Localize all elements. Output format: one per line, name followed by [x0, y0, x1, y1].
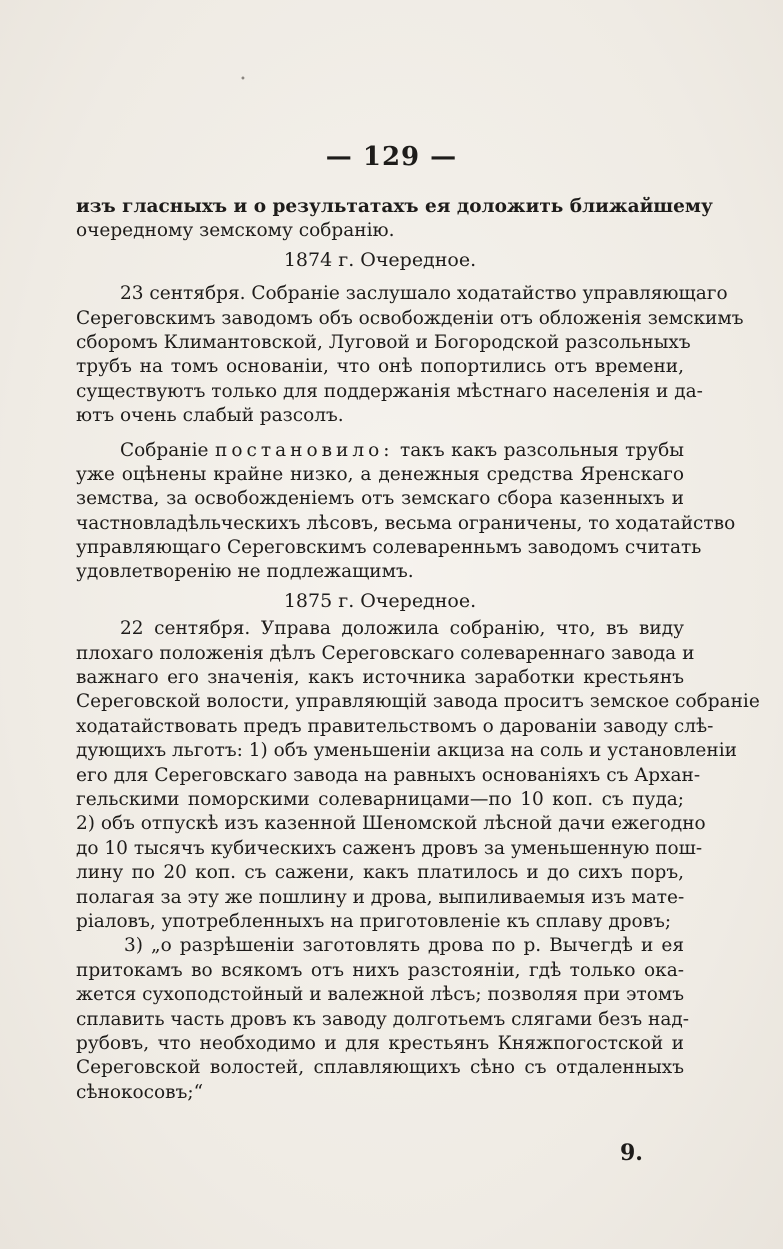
- text-line: удовлетворенію не подлежащимъ.: [76, 561, 414, 583]
- text-line: притокамъ во всякомъ отъ нихъ разстояніи, гдѣ только ока-: [76, 959, 684, 981]
- page-number: — 129 —: [325, 142, 458, 172]
- text-line: плохаго положенія дѣлъ Сереговскаго солевареннаго завода и: [76, 642, 695, 664]
- text-line: земства, за освобожденіемъ отъ земскаго сбора казенныхъ и: [76, 488, 684, 510]
- text-line: сѣнокосовъ;“: [76, 1081, 204, 1103]
- text-line: управляющаго Сереговскимъ солеваренньмъ заводомъ считать: [76, 537, 702, 559]
- text-line: полагая за эту же пошлину и дрова, выпиливаемыя изъ мате-: [76, 886, 685, 908]
- text-line: 2) объ отпускѣ изъ казенной Шеномской лѣсной дачи ежегодно: [76, 813, 706, 835]
- text-line: очередному земскому собранію.: [76, 220, 395, 242]
- resolution-label: Собраніе: [120, 439, 209, 461]
- text-line: гельскими поморскими солеварницами—по 10 коп. съ пуда;: [76, 788, 684, 810]
- text-line: изъ гласныхъ и о результатахъ ея доложить ближайшему: [76, 196, 713, 217]
- text-line: важнаго его значенія, какъ источника заработки крестьянъ: [76, 667, 684, 689]
- text-line: дующихъ льготъ: 1) объ уменьшеніи акциза на соль и установленіи: [76, 740, 737, 762]
- text-line: сборомъ Климантовской, Луговой и Богородской разсольныхъ: [76, 331, 691, 353]
- resolution-keyword: постановило:: [215, 439, 394, 461]
- text-line: 22 сентября. Управа доложила собранію, что, въ виду: [120, 618, 684, 640]
- section-heading-1875: 1875 г. Очередное.: [283, 589, 477, 612]
- text-line: рубовъ, что необходимо и для крестьянъ Княжпогостской и: [76, 1032, 684, 1054]
- text-line: трубъ на томъ основаніи, что онѣ попортились отъ времени,: [76, 356, 684, 378]
- text-line: существуютъ только для поддержанія мѣстнаго населенія и да-: [76, 380, 703, 402]
- section-heading-1874: 1874 г. Очередное.: [283, 248, 477, 271]
- text-line: сплавить часть дровъ къ заводу долготьемъ слягами безъ над-: [76, 1008, 690, 1030]
- text-line: лину по 20 коп. съ сажени, какъ платилось и до сихъ поръ,: [76, 862, 684, 884]
- page-body: [76, 195, 760, 1105]
- ink-speck: •: [240, 74, 246, 85]
- text-line: до 10 тысячъ кубическихъ саженъ дровъ за уменьшенную пош-: [76, 837, 703, 859]
- text-line: его для Сереговскаго завода на равныхъ основаніяхъ съ Архан-: [76, 764, 701, 786]
- resolution-text: такъ какъ разсольныя трубы: [400, 439, 684, 461]
- text-line: 3) „о разрѣшеніи заготовлять дрова по р. Вычегдѣ и ея: [124, 935, 684, 957]
- signature-mark: 9.: [620, 1140, 643, 1166]
- text-line: уже оцѣнены крайне низко, а денежныя средства Яренскаго: [76, 463, 684, 485]
- text-line: ютъ очень слабый разсолъ.: [76, 405, 344, 427]
- text-line: ходатайствовать предъ правительствомъ о дарованіи заводу слѣ-: [76, 715, 714, 737]
- text-line: 23 сентября. Собраніе заслушало ходатайство управляющаго: [120, 283, 728, 305]
- resolution-line: [76, 439, 684, 463]
- text-line: ріаловъ, употребленныхъ на приготовленіе къ сплаву дровъ;: [76, 910, 672, 932]
- text-line: Сереговской волостей, сплавляющихъ сѣно съ отдаленныхъ: [76, 1057, 684, 1079]
- text-line: частновладѣльческихъ лѣсовъ, весьма ограничены, то ходатайство: [76, 512, 736, 534]
- text-line: жется сухоподстойный и валежной лѣсъ; позволяя при этомъ: [76, 984, 684, 1006]
- text-line: Сереговскимъ заводомъ объ освобожденіи отъ обложенія земскимъ: [76, 307, 744, 329]
- text-line: Сереговской волости, управляющій завода проситъ земское собраніе: [76, 691, 760, 713]
